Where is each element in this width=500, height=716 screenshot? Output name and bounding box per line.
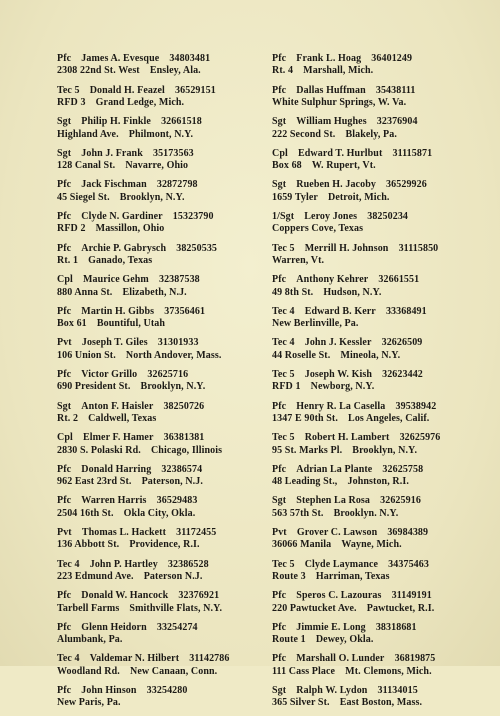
roster-entry xyxy=(272,369,480,401)
entry-address-line: 36066 Manila Wayne, Mich. xyxy=(272,539,402,551)
entry-name-line: Tec 5 Clyde Laymance 34375463 xyxy=(272,558,429,570)
entry-address-line: 1347 E 90th St. Los Angeles, Calif. xyxy=(272,412,430,424)
entry-address-line: 222 Second St. Blakely, Pa. xyxy=(272,128,397,140)
entry-name-line: Tec 5 Donald H. Feazel 36529151 xyxy=(57,84,216,96)
roster-entry xyxy=(57,85,265,117)
entry-name-line: Tec 5 Merrill H. Johnson 31115850 xyxy=(272,242,439,254)
roster-entry xyxy=(57,432,265,464)
roster-entry xyxy=(272,211,480,243)
entry-name-line: Pfc Martin H. Gibbs 37356461 xyxy=(57,305,206,317)
entry-name-line: Sgt William Hughes 32376904 xyxy=(272,116,418,128)
entry-address-line: Rt. 1 Ganado, Texas xyxy=(57,254,153,266)
entry-address-line: Rt. 2 Caldwell, Texas xyxy=(57,412,157,424)
entry-name-line: Pfc Clyde N. Gardiner 15323790 xyxy=(57,210,214,222)
entry-address-line: 2308 22nd St. West Ensley, Ala. xyxy=(57,65,201,77)
entry-name-line: Pvt Joseph T. Giles 31301933 xyxy=(57,337,199,349)
entry-name-line: Tec 4 John P. Hartley 32386528 xyxy=(57,558,209,570)
roster-entry xyxy=(272,337,480,369)
entry-address-line: Route 3 Harriman, Texas xyxy=(272,570,390,582)
entry-address-line: 48 Leading St., Johnston, R.I. xyxy=(272,476,409,488)
entry-name-line: Sgt John J. Frank 35173563 xyxy=(57,147,194,159)
entry-name-line: Pfc James A. Evesque 34803481 xyxy=(57,53,211,64)
entry-address-line: New Berlinville, Pa. xyxy=(272,318,359,330)
roster-entry xyxy=(272,432,480,464)
entry-name-line: Cpl Edward T. Hurlbut 31115871 xyxy=(272,147,433,159)
roster-entry xyxy=(57,211,265,243)
entry-name-line: Tec 4 John J. Kessler 32626509 xyxy=(272,337,423,349)
entry-name-line: Pfc Jack Fischman 32872798 xyxy=(57,179,198,191)
entry-address-line: 106 Union St. North Andover, Mass. xyxy=(57,349,222,361)
entry-address-line: Tarbell Farms Smithville Flats, N.Y. xyxy=(57,602,223,614)
entry-address-line: Warren, Vt. xyxy=(272,254,325,266)
roster-entry xyxy=(57,148,265,180)
roster-entry xyxy=(272,527,480,559)
entry-address-line: 2830 S. Polaski Rd. Chicago, Illinois xyxy=(57,444,223,456)
entry-address-line: 220 Pawtucket Ave. Pawtucket, R.I. xyxy=(272,602,435,614)
roster-column-left xyxy=(57,53,265,716)
entry-name-line: Pvt Thomas L. Hackett 31172455 xyxy=(57,526,217,538)
roster-entry xyxy=(272,179,480,211)
entry-address-line: Alumbank, Pa. xyxy=(57,634,123,646)
entry-address-line: 690 President St. Brooklyn, N.Y. xyxy=(57,381,206,393)
entry-name-line: Tec 5 Joseph W. Kish 32623442 xyxy=(272,368,423,380)
roster-entry xyxy=(272,116,480,148)
entry-name-line: Pfc Anthony Kehrer 32661551 xyxy=(272,274,420,286)
roster-entry xyxy=(272,274,480,306)
entry-address-line: Coppers Cove, Texas xyxy=(272,223,364,235)
roster-entry xyxy=(272,685,480,716)
entry-address-line: Route 1 Dewey, Okla. xyxy=(272,634,374,646)
roster-entry xyxy=(272,653,480,685)
entry-address-line: White Sulphur Springs, W. Va. xyxy=(272,97,407,108)
roster-entry xyxy=(272,622,480,654)
entry-address-line: RFD 1 Newborg, N.Y. xyxy=(272,381,375,393)
entry-address-line: Box 61 Bountiful, Utah xyxy=(57,318,166,330)
roster-entry xyxy=(272,464,480,496)
entry-name-line: Pvt Grover C. Lawson 36984389 xyxy=(272,526,429,538)
entry-name-line: Pfc Jimmie E. Long 38318681 xyxy=(272,621,417,633)
entry-address-line: 365 Silver St. East Boston, Mass. xyxy=(272,697,423,709)
roster-entry xyxy=(57,559,265,591)
entry-address-line: 880 Anna St. Elizabeth, N.J. xyxy=(57,286,187,298)
roster-entry xyxy=(57,527,265,559)
entry-address-line: Highland Ave. Philmont, N.Y. xyxy=(57,128,194,140)
roster-entry xyxy=(272,148,480,180)
entry-address-line: New Paris, Pa. xyxy=(57,697,121,709)
entry-name-line: Tec 5 Robert H. Lambert 32625976 xyxy=(272,432,441,444)
entry-address-line: 962 East 23rd St. Paterson, N.J. xyxy=(57,476,203,488)
roster-entry xyxy=(57,590,265,622)
entry-name-line: Sgt Philip H. Finkle 32661518 xyxy=(57,116,202,128)
entry-name-line: Sgt Ralph W. Lydon 31134015 xyxy=(272,684,418,696)
entry-name-line: Pfc Donald Harring 32386574 xyxy=(57,463,203,475)
roster-entry xyxy=(57,369,265,401)
entry-name-line: Pfc Henry R. La Casella 39538942 xyxy=(272,400,437,412)
entry-address-line: RFD 3 Grand Ledge, Mich. xyxy=(57,97,185,108)
entry-address-line: Woodland Rd. New Canaan, Conn. xyxy=(57,665,218,677)
entry-address-line: 45 Siegel St. Brooklyn, N.Y. xyxy=(57,191,185,203)
roster-entry xyxy=(57,116,265,148)
entry-name-line: Pfc Dallas Huffman 35438111 xyxy=(272,84,416,96)
entry-name-line: Pfc Victor Grillo 32625716 xyxy=(57,368,189,380)
entry-name-line: Tec 4 Edward B. Kerr 33368491 xyxy=(272,305,427,317)
roster-entry xyxy=(272,495,480,527)
entry-name-line: Pfc Marshall O. Lunder 36819875 xyxy=(272,653,436,665)
roster-column-right xyxy=(272,53,480,716)
entry-address-line: 95 St. Marks Pl. Brooklyn, N.Y. xyxy=(272,444,418,456)
entry-address-line: 128 Canal St. Navarre, Ohio xyxy=(57,160,189,172)
entry-name-line: Cpl Maurice Gehm 32387538 xyxy=(57,274,200,286)
roster-entry xyxy=(272,559,480,591)
roster-entry xyxy=(272,85,480,117)
roster-entry xyxy=(57,179,265,211)
entry-address-line: 563 57th St. Brooklyn. N.Y. xyxy=(272,507,399,519)
entry-name-line: Sgt Rueben H. Jacoby 36529926 xyxy=(272,179,427,191)
roster-entry xyxy=(57,653,265,685)
entry-name-line: Pfc Glenn Heidorn 33254274 xyxy=(57,621,198,633)
roster-entry xyxy=(57,685,265,716)
entry-address-line: 44 Roselle St. Mineola, N.Y. xyxy=(272,349,401,361)
entry-name-line: Pfc Adrian La Plante 32625758 xyxy=(272,463,424,475)
roster-entry xyxy=(272,306,480,338)
roster-entry xyxy=(57,274,265,306)
entry-address-line: 136 Abbott St. Providence, R.I. xyxy=(57,539,200,551)
roster-entry xyxy=(272,53,480,85)
roster-entry xyxy=(272,401,480,433)
roster-entry xyxy=(57,622,265,654)
entry-name-line: Pfc Frank L. Hoag 36401249 xyxy=(272,53,413,64)
entry-name-line: 1/Sgt Leroy Jones 38250234 xyxy=(272,210,409,222)
entry-name-line: Pfc Warren Harris 36529483 xyxy=(57,495,198,507)
roster-entry xyxy=(57,464,265,496)
roster-entry xyxy=(57,495,265,527)
entry-address-line: 2504 16th St. Okla City, Okla. xyxy=(57,507,196,519)
entry-address-line: 49 8th St. Hudson, N.Y. xyxy=(272,286,382,298)
entry-address-line: RFD 2 Massillon, Ohio xyxy=(57,223,165,235)
entry-name-line: Pfc Archie P. Gabrysch 38250535 xyxy=(57,242,218,254)
roster-entry xyxy=(57,401,265,433)
entry-address-line: Rt. 4 Marshall, Mich. xyxy=(272,65,374,77)
roster-entry xyxy=(57,53,265,85)
entry-address-line: 111 Cass Place Mt. Clemons, Mich. xyxy=(272,665,432,677)
roster-entry xyxy=(272,590,480,622)
roster-entry xyxy=(272,243,480,275)
entry-name-line: Pfc Donald W. Hancock 32376921 xyxy=(57,590,220,602)
entry-name-line: Pfc John Hinson 33254280 xyxy=(57,684,188,696)
entry-name-line: Sgt Stephen La Rosa 32625916 xyxy=(272,495,421,507)
entry-name-line: Tec 4 Valdemar N. Hilbert 31142786 xyxy=(57,653,230,665)
entry-address-line: 1659 Tyler Detroit, Mich. xyxy=(272,191,390,203)
roster-entry xyxy=(57,243,265,275)
roster-entry xyxy=(57,306,265,338)
entry-name-line: Sgt Anton F. Haisler 38250726 xyxy=(57,400,205,412)
entry-name-line: Pfc Speros C. Lazouras 31149191 xyxy=(272,590,432,602)
entry-address-line: 223 Edmund Ave. Paterson N.J. xyxy=(57,570,203,582)
roster-entry xyxy=(57,337,265,369)
entry-address-line: Box 68 W. Rupert, Vt. xyxy=(272,160,376,172)
entry-name-line: Cpl Elmer F. Hamer 36381381 xyxy=(57,432,205,444)
